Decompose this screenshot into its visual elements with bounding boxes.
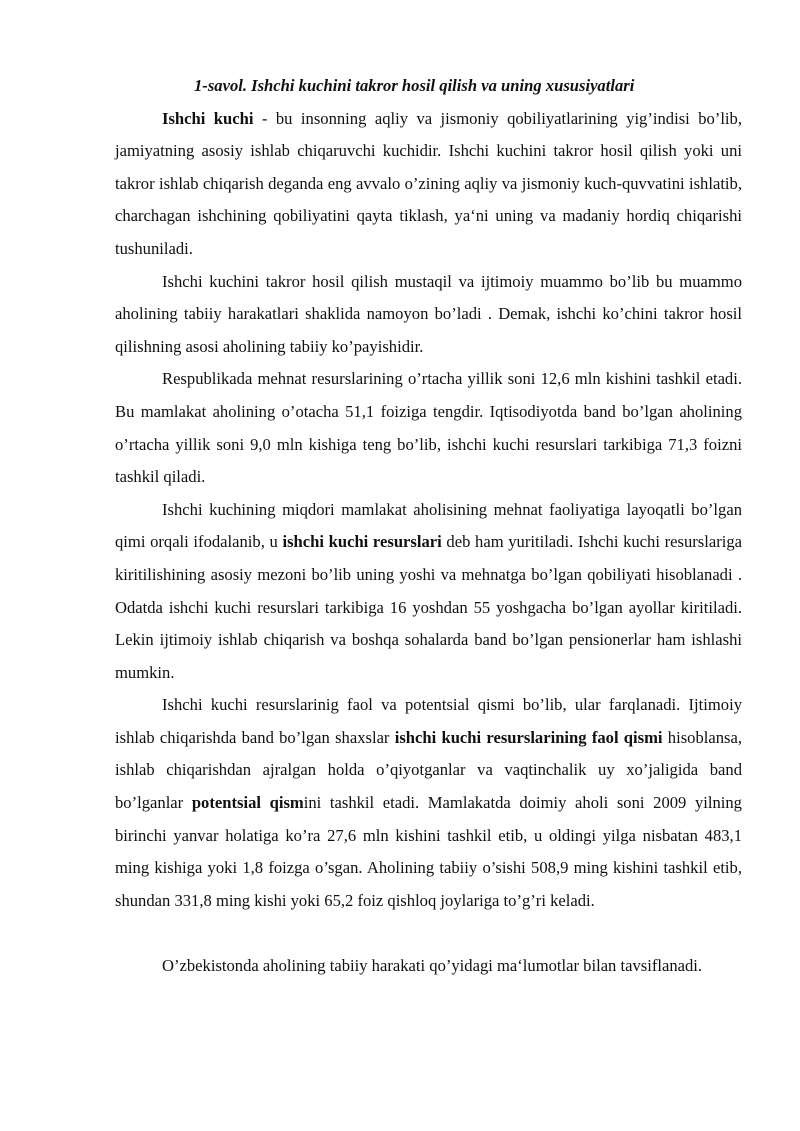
paragraph-5 <box>115 689 742 917</box>
paragraph-5-text-c: ini tashkil etadi. Mamlakatda doimiy aholi soni 2009 yilning birinchi yanvar holatiga ko’ra 27,6 mln kishini tashkil etib, u oldingi yilga nisbatan 483,1 ming kishiga yoki 1,8 foizga o’sgan. Aholining tabiiy o’sishi 508,9 ming kishini tashkil etib, shundan 331,8 ming kishi yoki 65,2 foiz qishloq joylariga to’g’ri keladi. <box>115 793 742 910</box>
paragraph-1-text: - bu insonning aqliy va jismoniy qobiliyatlarining yig’indisi bo’lib, jamiyatning asosiy ishlab chiqaruvchi kuchidir. Ishchi kuchini takror hosil qilish yoki uni takror ishlab chiqarish deganda eng avvalo o’zining aqliy va jismoniy kuch-quvvatini ishlatib, charchagan ishchining qobiliyatini qayta tiklash, ya‘ni uning va madaniy hordiq chiqarishi tushuniladi. <box>115 108 742 258</box>
paragraph-6: O’zbekistonda aholining tabiiy harakati qo’yidagi ma‘lumotlar bilan tavsiflanadi. <box>162 956 703 976</box>
document-body <box>115 70 742 983</box>
term-ishchi-kuchi: Ishchi kuchi <box>162 108 254 128</box>
paragraph-5-text-a: Ishchi kuchi resurslarinig faol va potentsial qismi bo’lib, ular farqlanadi. Ijtimoiy ishlab chiqarishda band bo’lgan shaxslar <box>115 695 742 747</box>
paragraph-1 <box>115 103 742 266</box>
term-potentsial-qism: potentsial qism <box>191 793 304 813</box>
paragraph-2: Ishchi kuchini takror hosil qilish mustaqil va ijtimoiy muammo bo’lib bu muammo aholining tabiiy harakatlari shaklida namoyon bo’ladi . Demak, ishchi ko’chini takror hosil qilishning asosi aholining tabiiy ko’payishidir. <box>115 271 742 356</box>
blank-line <box>115 917 742 950</box>
paragraph-4-text-b: deb ham yuritiladi. Ishchi kuchi resurslariga kiritilishining asosiy mezoni bo’lib uning yoshi va mehnatga bo’lgan qobiliyati hisoblanadi . Odatda ishchi kuchi resurslari tarkibiga 16 yoshdan 55 yoshgacha bo’lgan ayollar kiritiladi. Lekin ijtimoiy ishlab chiqarish va boshqa sohalarda band bo’lgan pensionerlar ham ishlashi mumkin. <box>115 532 743 682</box>
paragraph-3: Respublikada mehnat resurslarining o’rtacha yillik soni 12,6 mln kishini tashkil etadi. Bu mamlakat aholining o’otacha 51,1 foiziga tengdir. Iqtisodiyotda band bo’lgan aholining o’rtacha yillik soni 9,0 mln kishiga teng bo’lib, ishchi kuchi resurslari tarkibiga 71,3 foizni tashkil qiladi. <box>115 369 742 487</box>
section-title: 1-savol. Ishchi kuchini takror hosil qilish va uning xususiyatlari <box>194 76 635 95</box>
term-ishchi-kuchi-resurslari: ishchi kuchi resurslari <box>282 532 442 552</box>
paragraph-4 <box>115 494 742 690</box>
term-faol-qismi: ishchi kuchi resurslarining faol qismi <box>394 727 663 747</box>
paragraph-4-text-a: Ishchi kuchining miqdori mamlakat aholisining mehnat faoliyatiga layoqatli bo’lgan qimi orqali ifodalanib, u <box>115 499 742 552</box>
paragraph-5-text-b: hisoblansa, ishlab chiqarishdan ajralgan holda o’qiyotganlar va vaqtinchalik uy xo’jaligida band bo’lganlar <box>115 727 743 813</box>
